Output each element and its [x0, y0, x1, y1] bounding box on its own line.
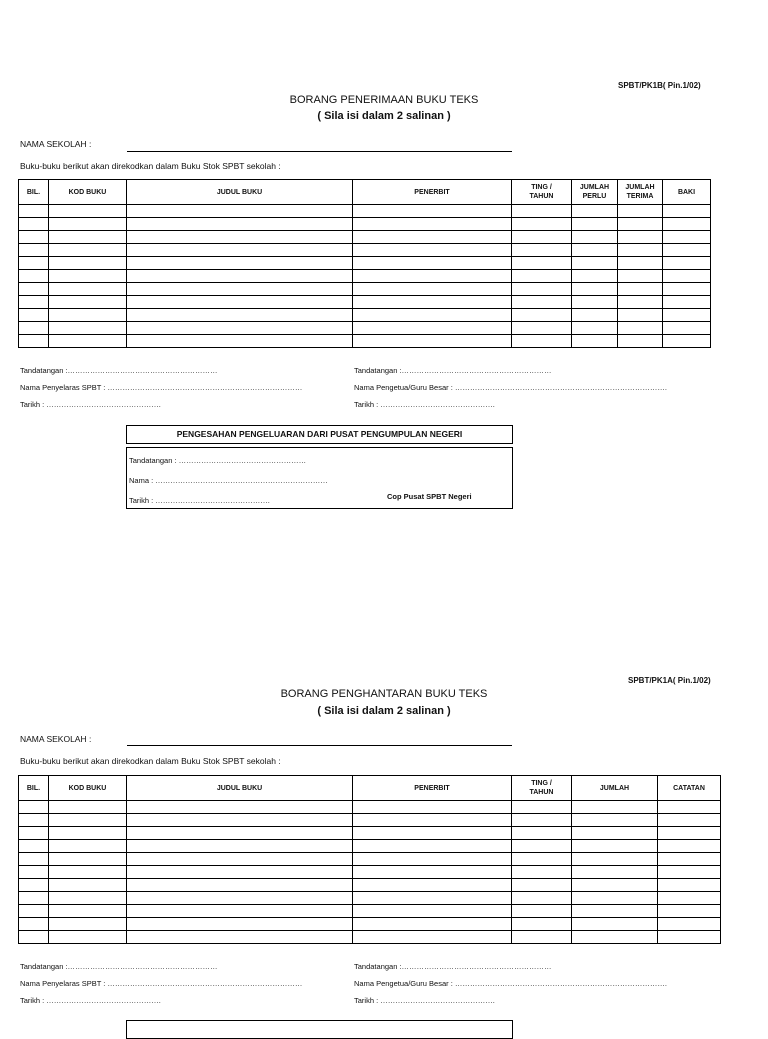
table-cell[interactable]: [127, 309, 353, 322]
table-cell[interactable]: [572, 866, 658, 879]
table-cell[interactable]: [353, 257, 512, 270]
table-cell[interactable]: [49, 905, 127, 918]
table-cell[interactable]: [19, 309, 49, 322]
table-row: [19, 270, 711, 283]
table-header-row: [19, 776, 721, 801]
table-cell[interactable]: [19, 296, 49, 309]
table-cell[interactable]: [663, 205, 711, 218]
table-cell[interactable]: [353, 244, 512, 257]
table-cell[interactable]: [512, 892, 572, 905]
table-cell[interactable]: [512, 853, 572, 866]
table-cell[interactable]: [49, 335, 127, 348]
table-cell[interactable]: [663, 231, 711, 244]
table-cell[interactable]: [658, 840, 721, 853]
table-cell[interactable]: [572, 814, 658, 827]
table-cell[interactable]: [663, 309, 711, 322]
column-header: KOD BUKU: [49, 776, 127, 801]
table-cell[interactable]: [127, 296, 353, 309]
table-cell[interactable]: [353, 296, 512, 309]
table-cell[interactable]: [512, 931, 572, 944]
table-cell[interactable]: [353, 853, 512, 866]
table-cell[interactable]: [658, 931, 721, 944]
table-cell[interactable]: [512, 257, 572, 270]
table-cell[interactable]: [353, 270, 512, 283]
table-cell[interactable]: [572, 270, 618, 283]
table-cell[interactable]: [572, 827, 658, 840]
table-cell[interactable]: [353, 283, 512, 296]
table-cell[interactable]: [353, 231, 512, 244]
delivery-verification-box-partial: [126, 1020, 513, 1039]
table-cell[interactable]: [353, 801, 512, 814]
table-cell[interactable]: [127, 244, 353, 257]
table-cell[interactable]: [572, 309, 618, 322]
table-cell[interactable]: [572, 205, 618, 218]
column-header: KOD BUKU: [49, 180, 127, 205]
delivery-coordinator-date[interactable]: Tarikh : ……………………………………….: [20, 996, 161, 1005]
delivery-school-name-field[interactable]: [127, 745, 512, 746]
table-header-row: [19, 180, 711, 205]
column-header: JUMLAH: [572, 776, 658, 801]
table-cell[interactable]: [49, 879, 127, 892]
table-cell[interactable]: [19, 244, 49, 257]
table-cell[interactable]: [663, 296, 711, 309]
table-cell[interactable]: [512, 801, 572, 814]
table-cell[interactable]: [19, 231, 49, 244]
table-cell[interactable]: [572, 892, 658, 905]
verification-name[interactable]: Nama : ……………………………………………………………: [129, 476, 328, 485]
table-cell[interactable]: [512, 879, 572, 892]
delivery-school-label: NAMA SEKOLAH :: [20, 734, 92, 744]
verification-box: [126, 447, 513, 509]
table-cell[interactable]: [618, 335, 663, 348]
table-cell[interactable]: [49, 244, 127, 257]
table-cell[interactable]: [49, 814, 127, 827]
receipt-instruction: Buku-buku berikut akan direkodkan dalam Buku Stok SPBT sekolah :: [20, 161, 281, 171]
receipt-form-title: BORANG PENERIMAAN BUKU TEKS: [289, 94, 479, 106]
verification-title: PENGESAHAN PENGELUARAN DARI PUSAT PENGUMPULAN NEGERI: [176, 429, 463, 439]
table-row: [19, 853, 721, 866]
table-cell[interactable]: [572, 879, 658, 892]
column-header: PENERBIT: [353, 776, 512, 801]
delivery-coordinator-signature[interactable]: Tandatangan :……………………………………………………: [20, 962, 218, 971]
table-row: [19, 918, 721, 931]
table-cell[interactable]: [19, 905, 49, 918]
table-cell[interactable]: [512, 205, 572, 218]
table-cell[interactable]: [572, 801, 658, 814]
table-cell[interactable]: [512, 918, 572, 931]
table-cell[interactable]: [49, 218, 127, 231]
receipt-school-label: NAMA SEKOLAH :: [20, 139, 92, 149]
table-cell[interactable]: [127, 814, 353, 827]
table-row: [19, 866, 721, 879]
table-cell[interactable]: [49, 827, 127, 840]
table-cell[interactable]: [572, 918, 658, 931]
table-cell[interactable]: [353, 879, 512, 892]
table-cell[interactable]: [49, 322, 127, 335]
table-cell[interactable]: [353, 827, 512, 840]
table-cell[interactable]: [353, 892, 512, 905]
table-cell[interactable]: [512, 218, 572, 231]
delivery-principal-date[interactable]: Tarikh : ……………………………………….: [354, 996, 495, 1005]
column-header: TING / TAHUN: [512, 180, 572, 205]
table-cell[interactable]: [618, 283, 663, 296]
table-cell[interactable]: [658, 866, 721, 879]
verification-title-box: [126, 425, 513, 444]
table-cell[interactable]: [19, 814, 49, 827]
table-cell[interactable]: [49, 840, 127, 853]
table-cell[interactable]: [572, 335, 618, 348]
stamp-label: Cop Pusat SPBT Negeri: [387, 492, 472, 501]
table-cell[interactable]: [353, 205, 512, 218]
table-cell[interactable]: [663, 270, 711, 283]
table-row: [19, 335, 711, 348]
table-cell[interactable]: [127, 335, 353, 348]
table-row: [19, 257, 711, 270]
table-cell[interactable]: [512, 840, 572, 853]
receipt-coordinator-date[interactable]: Tarikh : ……………………………………….: [20, 400, 161, 409]
table-cell[interactable]: [663, 335, 711, 348]
delivery-form-title: BORANG PENGHANTARAN BUKU TEKS: [280, 688, 488, 700]
table-row: [19, 244, 711, 257]
table-cell[interactable]: [618, 244, 663, 257]
table-cell[interactable]: [618, 205, 663, 218]
table-row: [19, 814, 721, 827]
table-cell[interactable]: [127, 218, 353, 231]
column-header: TING / TAHUN: [512, 776, 572, 801]
delivery-principal-name[interactable]: Nama Pengetua/Guru Besar : ………………………………………………………………………….: [354, 979, 667, 988]
table-cell[interactable]: [49, 892, 127, 905]
table-cell[interactable]: [49, 801, 127, 814]
table-cell[interactable]: [353, 866, 512, 879]
receipt-form-subtitle: ( Sila isi dalam 2 salinan ): [317, 110, 451, 122]
table-cell[interactable]: [49, 853, 127, 866]
column-header: JUMLAH TERIMA: [618, 180, 663, 205]
table-cell[interactable]: [127, 270, 353, 283]
table-cell[interactable]: [353, 931, 512, 944]
table-cell[interactable]: [353, 814, 512, 827]
table-cell[interactable]: [658, 814, 721, 827]
table-cell[interactable]: [127, 905, 353, 918]
table-cell[interactable]: [353, 322, 512, 335]
table-cell[interactable]: [572, 231, 618, 244]
table-cell[interactable]: [19, 866, 49, 879]
delivery-instruction: Buku-buku berikut akan direkodkan dalam Buku Stok SPBT sekolah :: [20, 756, 281, 766]
table-cell[interactable]: [127, 879, 353, 892]
table-cell[interactable]: [618, 257, 663, 270]
receipt-coordinator-name[interactable]: Nama Penyelaras SPBT : ……………………………………………………………………: [20, 383, 303, 392]
table-row: [19, 218, 711, 231]
table-cell[interactable]: [658, 801, 721, 814]
receipt-book-table: [18, 179, 711, 348]
table-cell[interactable]: [572, 905, 658, 918]
table-cell[interactable]: [127, 918, 353, 931]
table-cell[interactable]: [658, 918, 721, 931]
receipt-school-name-field[interactable]: [127, 151, 512, 152]
table-cell[interactable]: [49, 918, 127, 931]
table-cell[interactable]: [49, 866, 127, 879]
table-row: [19, 205, 711, 218]
table-cell[interactable]: [512, 283, 572, 296]
table-cell[interactable]: [353, 218, 512, 231]
receipt-principal-signature[interactable]: Tandatangan :……………………………………………………: [354, 366, 552, 375]
table-cell[interactable]: [353, 309, 512, 322]
delivery-form-code: SPBT/PK1A( Pin.1/02): [628, 676, 711, 685]
table-cell[interactable]: [353, 905, 512, 918]
table-cell[interactable]: [512, 296, 572, 309]
table-cell[interactable]: [49, 205, 127, 218]
table-cell[interactable]: [127, 322, 353, 335]
table-cell[interactable]: [19, 270, 49, 283]
table-row: [19, 231, 711, 244]
table-row: [19, 892, 721, 905]
table-cell[interactable]: [658, 827, 721, 840]
table-cell[interactable]: [353, 918, 512, 931]
table-cell[interactable]: [618, 231, 663, 244]
table-cell[interactable]: [512, 270, 572, 283]
table-cell[interactable]: [127, 892, 353, 905]
table-cell[interactable]: [618, 270, 663, 283]
table-cell[interactable]: [127, 866, 353, 879]
receipt-principal-date[interactable]: Tarikh : ……………………………………….: [354, 400, 495, 409]
table-cell[interactable]: [658, 905, 721, 918]
table-cell[interactable]: [618, 309, 663, 322]
table-cell[interactable]: [618, 218, 663, 231]
table-cell[interactable]: [663, 218, 711, 231]
table-cell[interactable]: [512, 905, 572, 918]
table-cell[interactable]: [353, 840, 512, 853]
table-cell[interactable]: [19, 840, 49, 853]
table-cell[interactable]: [19, 879, 49, 892]
table-cell[interactable]: [512, 814, 572, 827]
table-cell[interactable]: [658, 892, 721, 905]
receipt-form-code: SPBT/PK1B( Pin.1/02): [618, 81, 701, 90]
verification-signature[interactable]: Tandatangan : ……………………………………………: [129, 456, 307, 465]
table-cell[interactable]: [663, 322, 711, 335]
table-cell[interactable]: [49, 283, 127, 296]
column-header: PENERBIT: [353, 180, 512, 205]
table-cell[interactable]: [658, 879, 721, 892]
table-cell[interactable]: [572, 840, 658, 853]
table-cell[interactable]: [572, 322, 618, 335]
table-row: [19, 801, 721, 814]
table-cell[interactable]: [663, 257, 711, 270]
table-cell[interactable]: [127, 231, 353, 244]
table-cell[interactable]: [572, 283, 618, 296]
table-cell[interactable]: [49, 931, 127, 944]
table-row: [19, 827, 721, 840]
table-cell[interactable]: [572, 257, 618, 270]
column-header: CATATAN: [658, 776, 721, 801]
receipt-principal-name[interactable]: Nama Pengetua/Guru Besar : ………………………………………………………………………….: [354, 383, 667, 392]
table-cell[interactable]: [19, 931, 49, 944]
delivery-book-table: [18, 775, 721, 944]
table-cell[interactable]: [512, 866, 572, 879]
table-cell[interactable]: [19, 853, 49, 866]
table-cell[interactable]: [19, 322, 49, 335]
table-cell[interactable]: [19, 205, 49, 218]
table-cell[interactable]: [512, 244, 572, 257]
table-cell[interactable]: [49, 257, 127, 270]
table-cell[interactable]: [127, 801, 353, 814]
table-cell[interactable]: [127, 840, 353, 853]
table-cell[interactable]: [663, 283, 711, 296]
table-cell[interactable]: [618, 322, 663, 335]
table-cell[interactable]: [572, 931, 658, 944]
table-row: [19, 879, 721, 892]
column-header: BIL.: [19, 180, 49, 205]
column-header: JUDUL BUKU: [127, 180, 353, 205]
table-cell[interactable]: [49, 270, 127, 283]
column-header: BIL.: [19, 776, 49, 801]
delivery-principal-signature[interactable]: Tandatangan :……………………………………………………: [354, 962, 552, 971]
column-header: BAKI: [663, 180, 711, 205]
table-cell[interactable]: [572, 218, 618, 231]
table-cell[interactable]: [127, 257, 353, 270]
table-cell[interactable]: [19, 218, 49, 231]
table-cell[interactable]: [512, 231, 572, 244]
table-cell[interactable]: [127, 283, 353, 296]
delivery-coordinator-name[interactable]: Nama Penyelaras SPBT : ……………………………………………………………………: [20, 979, 303, 988]
table-cell[interactable]: [512, 322, 572, 335]
table-cell[interactable]: [19, 283, 49, 296]
table-cell[interactable]: [127, 931, 353, 944]
table-cell[interactable]: [127, 205, 353, 218]
table-row: [19, 905, 721, 918]
table-cell[interactable]: [572, 853, 658, 866]
table-cell[interactable]: [127, 853, 353, 866]
table-cell[interactable]: [572, 244, 618, 257]
column-header: JUMLAH PERLU: [572, 180, 618, 205]
table-cell[interactable]: [19, 257, 49, 270]
table-cell[interactable]: [19, 827, 49, 840]
table-cell[interactable]: [49, 231, 127, 244]
table-row: [19, 840, 721, 853]
table-row: [19, 309, 711, 322]
table-row: [19, 296, 711, 309]
table-cell[interactable]: [49, 296, 127, 309]
table-cell[interactable]: [19, 918, 49, 931]
receipt-coordinator-signature[interactable]: Tandatangan :……………………………………………………: [20, 366, 218, 375]
table-cell[interactable]: [512, 309, 572, 322]
table-cell[interactable]: [512, 827, 572, 840]
delivery-form-subtitle: ( Sila isi dalam 2 salinan ): [317, 705, 451, 717]
table-row: [19, 931, 721, 944]
table-cell[interactable]: [512, 335, 572, 348]
column-header: JUDUL BUKU: [127, 776, 353, 801]
table-cell[interactable]: [19, 801, 49, 814]
table-cell[interactable]: [19, 892, 49, 905]
table-row: [19, 322, 711, 335]
table-row: [19, 283, 711, 296]
table-cell[interactable]: [663, 244, 711, 257]
table-cell[interactable]: [353, 335, 512, 348]
table-cell[interactable]: [127, 827, 353, 840]
table-cell[interactable]: [618, 296, 663, 309]
table-cell[interactable]: [49, 309, 127, 322]
table-cell[interactable]: [19, 335, 49, 348]
table-cell[interactable]: [572, 296, 618, 309]
table-cell[interactable]: [658, 853, 721, 866]
verification-date[interactable]: Tarikh : ……………………………………….: [129, 496, 270, 505]
